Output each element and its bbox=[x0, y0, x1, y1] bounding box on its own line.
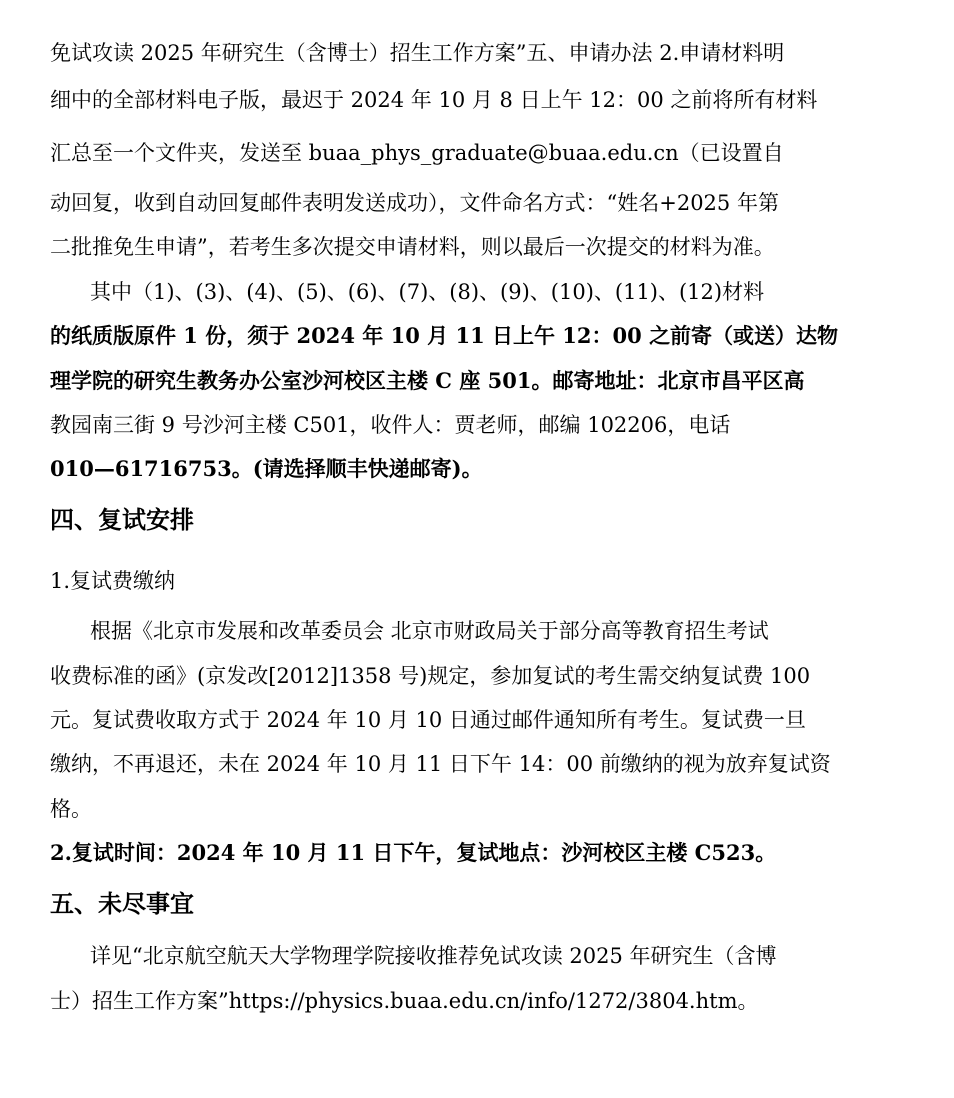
paragraph-line: 汇总至一个文件夹，发送至 buaa_phys_graduate@buaa.edu.cn（已设置自 bbox=[50, 141, 784, 165]
section-heading: 四、复试安排 bbox=[50, 505, 194, 534]
paragraph-line: 010—61716753。(请选择顺丰快递邮寄)。 bbox=[50, 456, 483, 481]
paragraph-line: 的纸质版原件 1 份，须于 2024 年 10 月 11 日上午 12：00 之前寄（或送）达物 bbox=[50, 323, 839, 348]
paragraph-line: 士）招生工作方案”https://physics.buaa.edu.cn/info/1272/3804.htm。 bbox=[50, 989, 759, 1013]
paragraph-line: 理学院的研究生教务办公室沙河校区主楼 C 座 501。邮寄地址：北京市昌平区高 bbox=[50, 368, 805, 393]
paragraph-line: 根据《北京市发展和改革委员会 北京市财政局关于部分高等教育招生考试 bbox=[90, 619, 769, 643]
paragraph-line: 缴纳，不再退还，未在 2024 年 10 月 11 日下午 14：00 前缴纳的视为放弃复试资 bbox=[50, 752, 831, 776]
paragraph-line: 免试攻读 2025 年研究生（含博士）招生工作方案”五、申请办法 2.申请材料明 bbox=[50, 41, 785, 65]
paragraph-line: 其中（1)、(3)、(4)、(5)、(6)、(7)、(8)、(9)、(10)、(11)、(12)材料 bbox=[90, 280, 765, 304]
section-heading: 五、未尽事宜 bbox=[50, 889, 194, 918]
paragraph-line: 教园南三街 9 号沙河主楼 C501，收件人：贾老师，邮编 102206，电话 bbox=[50, 413, 731, 437]
paragraph-line: 动回复，收到自动回复邮件表明发送成功），文件命名方式：“姓名+2025 年第 bbox=[50, 191, 779, 215]
subsection-line: 2.复试时间：2024 年 10 月 11 日下午，复试地点：沙河校区主楼 C523。 bbox=[50, 840, 777, 865]
paragraph-line: 详见“北京航空航天大学物理学院接收推荐免试攻读 2025 年研究生（含博 bbox=[90, 944, 777, 968]
paragraph-line: 格。 bbox=[50, 797, 92, 821]
paragraph-line: 元。复试费收取方式于 2024 年 10 月 10 日通过邮件通知所有考生。复试费一旦 bbox=[50, 708, 806, 732]
paragraph-line: 二批推免生申请”，若考生多次提交申请材料，则以最后一次提交的材料为准。 bbox=[50, 235, 775, 259]
subsection-heading: 1.复试费缴纳 bbox=[50, 569, 176, 593]
paragraph-line: 收费标准的函》(京发改[2012]1358 号)规定，参加复试的考生需交纳复试费 100 bbox=[50, 664, 811, 688]
paragraph-line: 细中的全部材料电子版，最迟于 2024 年 10 月 8 日上午 12：00 之前将所有材料 bbox=[50, 88, 818, 112]
